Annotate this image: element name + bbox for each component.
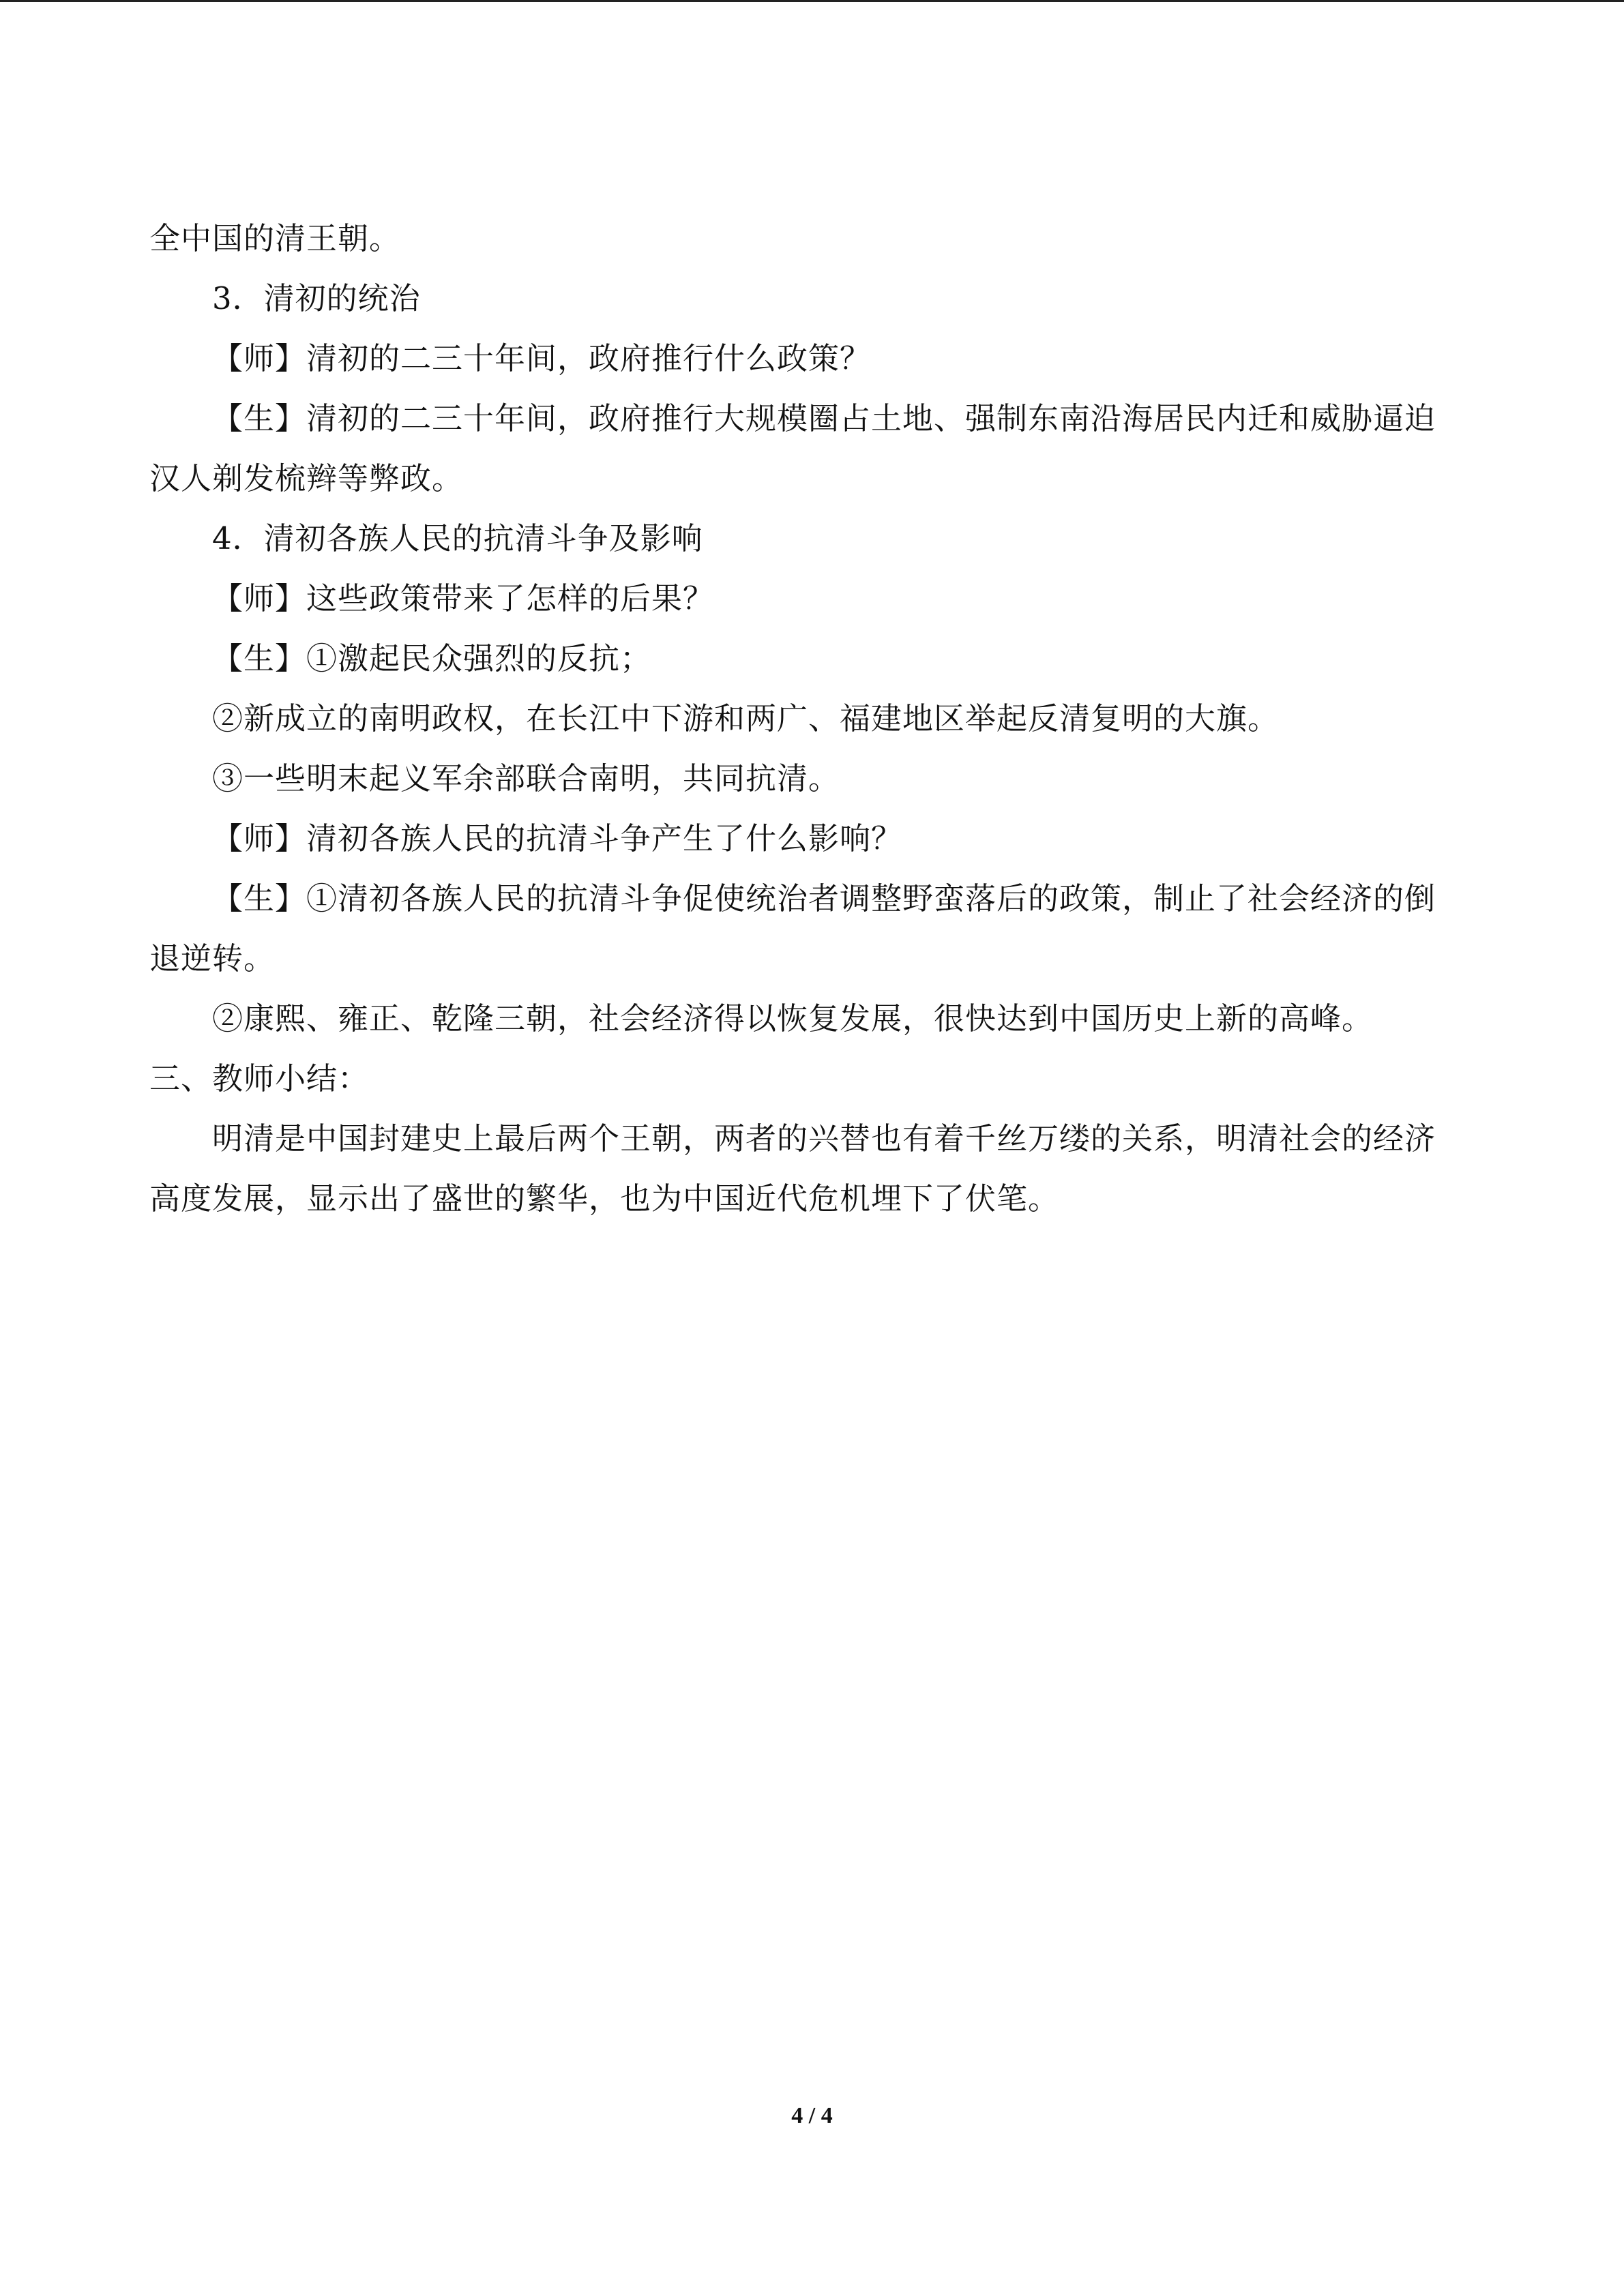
answer-point: ②新成立的南明政权，在长江中下游和两广、福建地区举起反清复明的大旗。 [212, 700, 1280, 736]
page-top-border [0, 0, 1624, 2]
page-number: 4 / 4 [791, 2103, 833, 2128]
answer-point: ③一些明末起义军余部联合南明，共同抗清。 [212, 760, 840, 796]
teacher-question: 【师】这些政策带来了怎样的后果？ [212, 580, 715, 616]
paragraph-continuation: 全中国的清王朝。 [149, 220, 401, 256]
section-heading-summary: 三、教师小结： [149, 1060, 370, 1097]
section-heading-qing-rule: 3．清初的统治 [212, 280, 421, 316]
section-heading-resistance: 4．清初各族人民的抗清斗争及影响 [212, 520, 703, 556]
answer-point: ②康熙、雍正、乾隆三朝，社会经济得以恢复发展，很快达到中国历史上新的高峰。 [212, 1000, 1374, 1037]
student-answer: 【生】①清初各族人民的抗清斗争促使统治者调整野蛮落后的政策，制止了社会经济的倒退逆转。 [149, 880, 1436, 976]
student-answer: 【生】①激起民众强烈的反抗； [212, 640, 652, 676]
document-body [149, 209, 1459, 1229]
summary-paragraph: 明清是中国封建史上最后两个王朝，两者的兴替也有着千丝万缕的关系，明清社会的经济高度发展，显示出了盛世的繁华，也为中国近代危机埋下了伏笔。 [149, 1120, 1436, 1217]
teacher-question: 【师】清初各族人民的抗清斗争产生了什么影响？ [212, 820, 903, 856]
teacher-question: 【师】清初的二三十年间，政府推行什么政策？ [212, 340, 872, 376]
student-answer: 【生】清初的二三十年间，政府推行大规模圈占土地、强制东南沿海居民内迁和威胁逼迫汉人剃发梳辫等弊政。 [149, 400, 1436, 496]
